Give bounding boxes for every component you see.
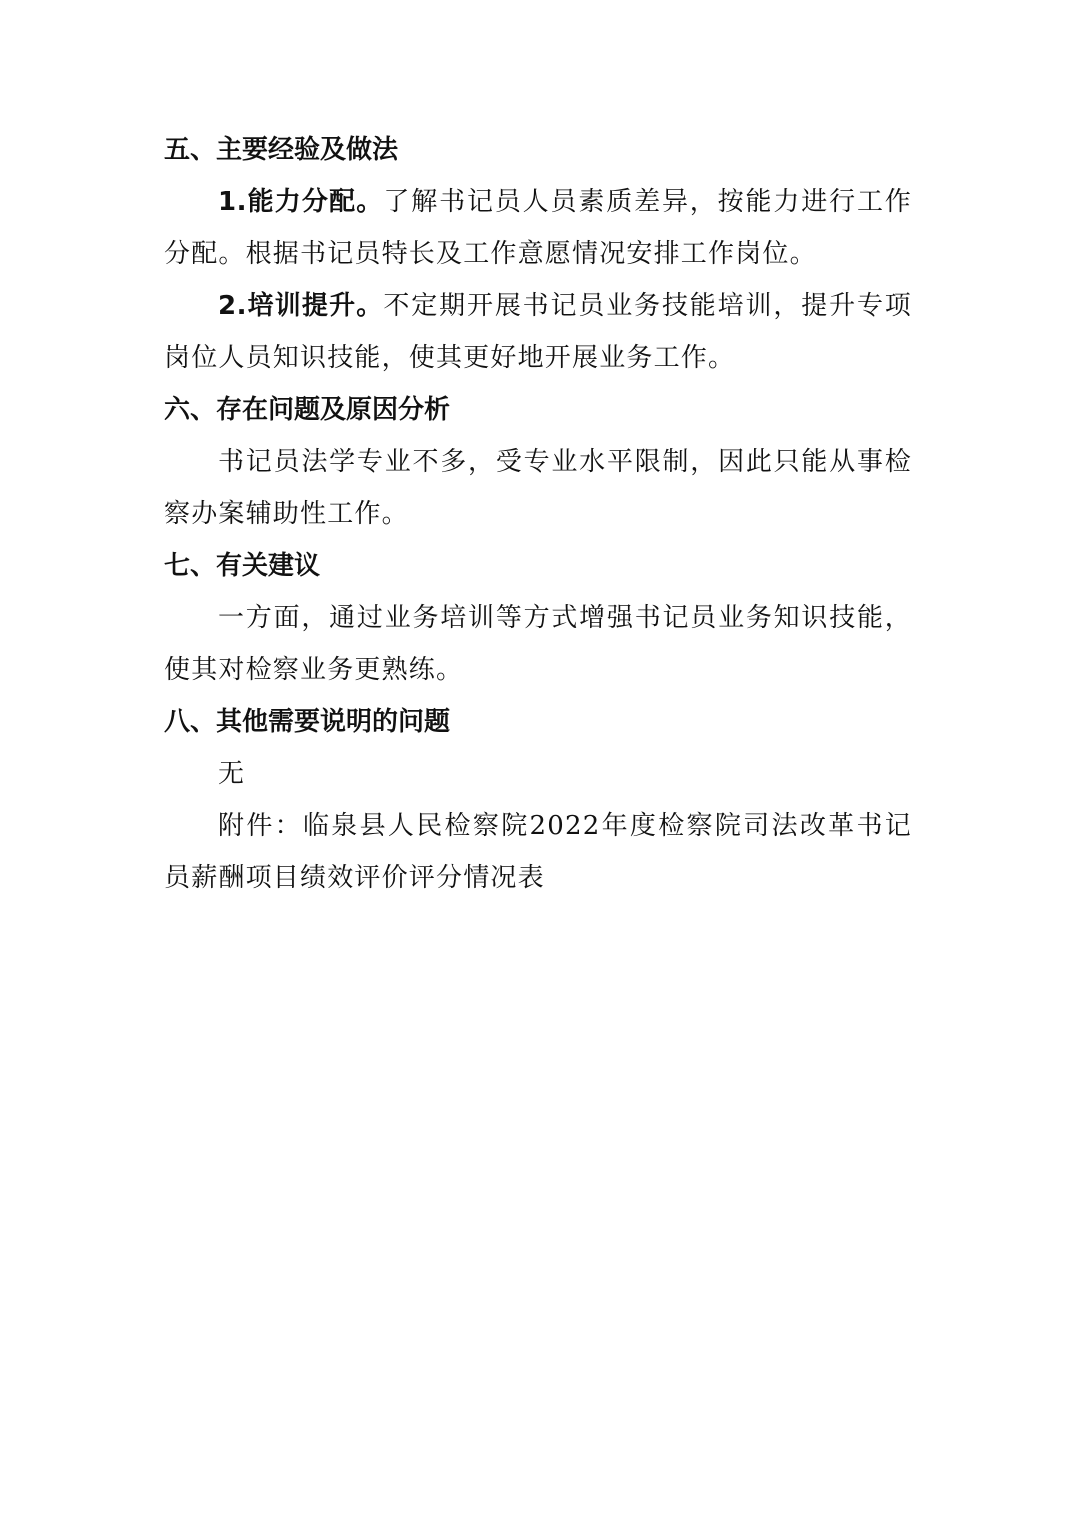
paragraph-attachment: 附件：临泉县人民检察院2022年度检察院司法改革书记员薪酬项目绩效评价评分情况表 xyxy=(164,811,912,893)
paragraph-problems: 书记员法学专业不多，受专业水平限制，因此只能从事检察办案辅助性工作。 xyxy=(164,447,912,529)
section-heading-suggestions: 七、有关建议 xyxy=(164,551,321,581)
paragraph-lead: 1.能力分配。 xyxy=(218,187,384,217)
paragraph-text: 不定期开展书记员业务技能培训，提升专项岗位人员知识技能，使其更好地开展业务工作。 xyxy=(164,291,912,373)
paragraph-suggestions: 一方面，通过业务培训等方式增强书记员业务知识技能，使其对检察业务更熟练。 xyxy=(164,603,912,685)
section-heading-experience: 五、主要经验及做法 xyxy=(164,135,399,165)
paragraph-lead: 2.培训提升。 xyxy=(218,291,384,321)
document-body xyxy=(164,124,912,904)
paragraph-training xyxy=(164,280,912,384)
paragraph-text: 了解书记员人员素质差异，按能力进行工作分配。根据书记员特长及工作意愿情况安排工作岗位。 xyxy=(164,187,912,269)
section-heading-problems: 六、存在问题及原因分析 xyxy=(164,395,451,425)
paragraph-ability-allocation xyxy=(164,176,912,280)
section-heading-other: 八、其他需要说明的问题 xyxy=(164,707,451,737)
paragraph-none: 无 xyxy=(218,759,246,789)
